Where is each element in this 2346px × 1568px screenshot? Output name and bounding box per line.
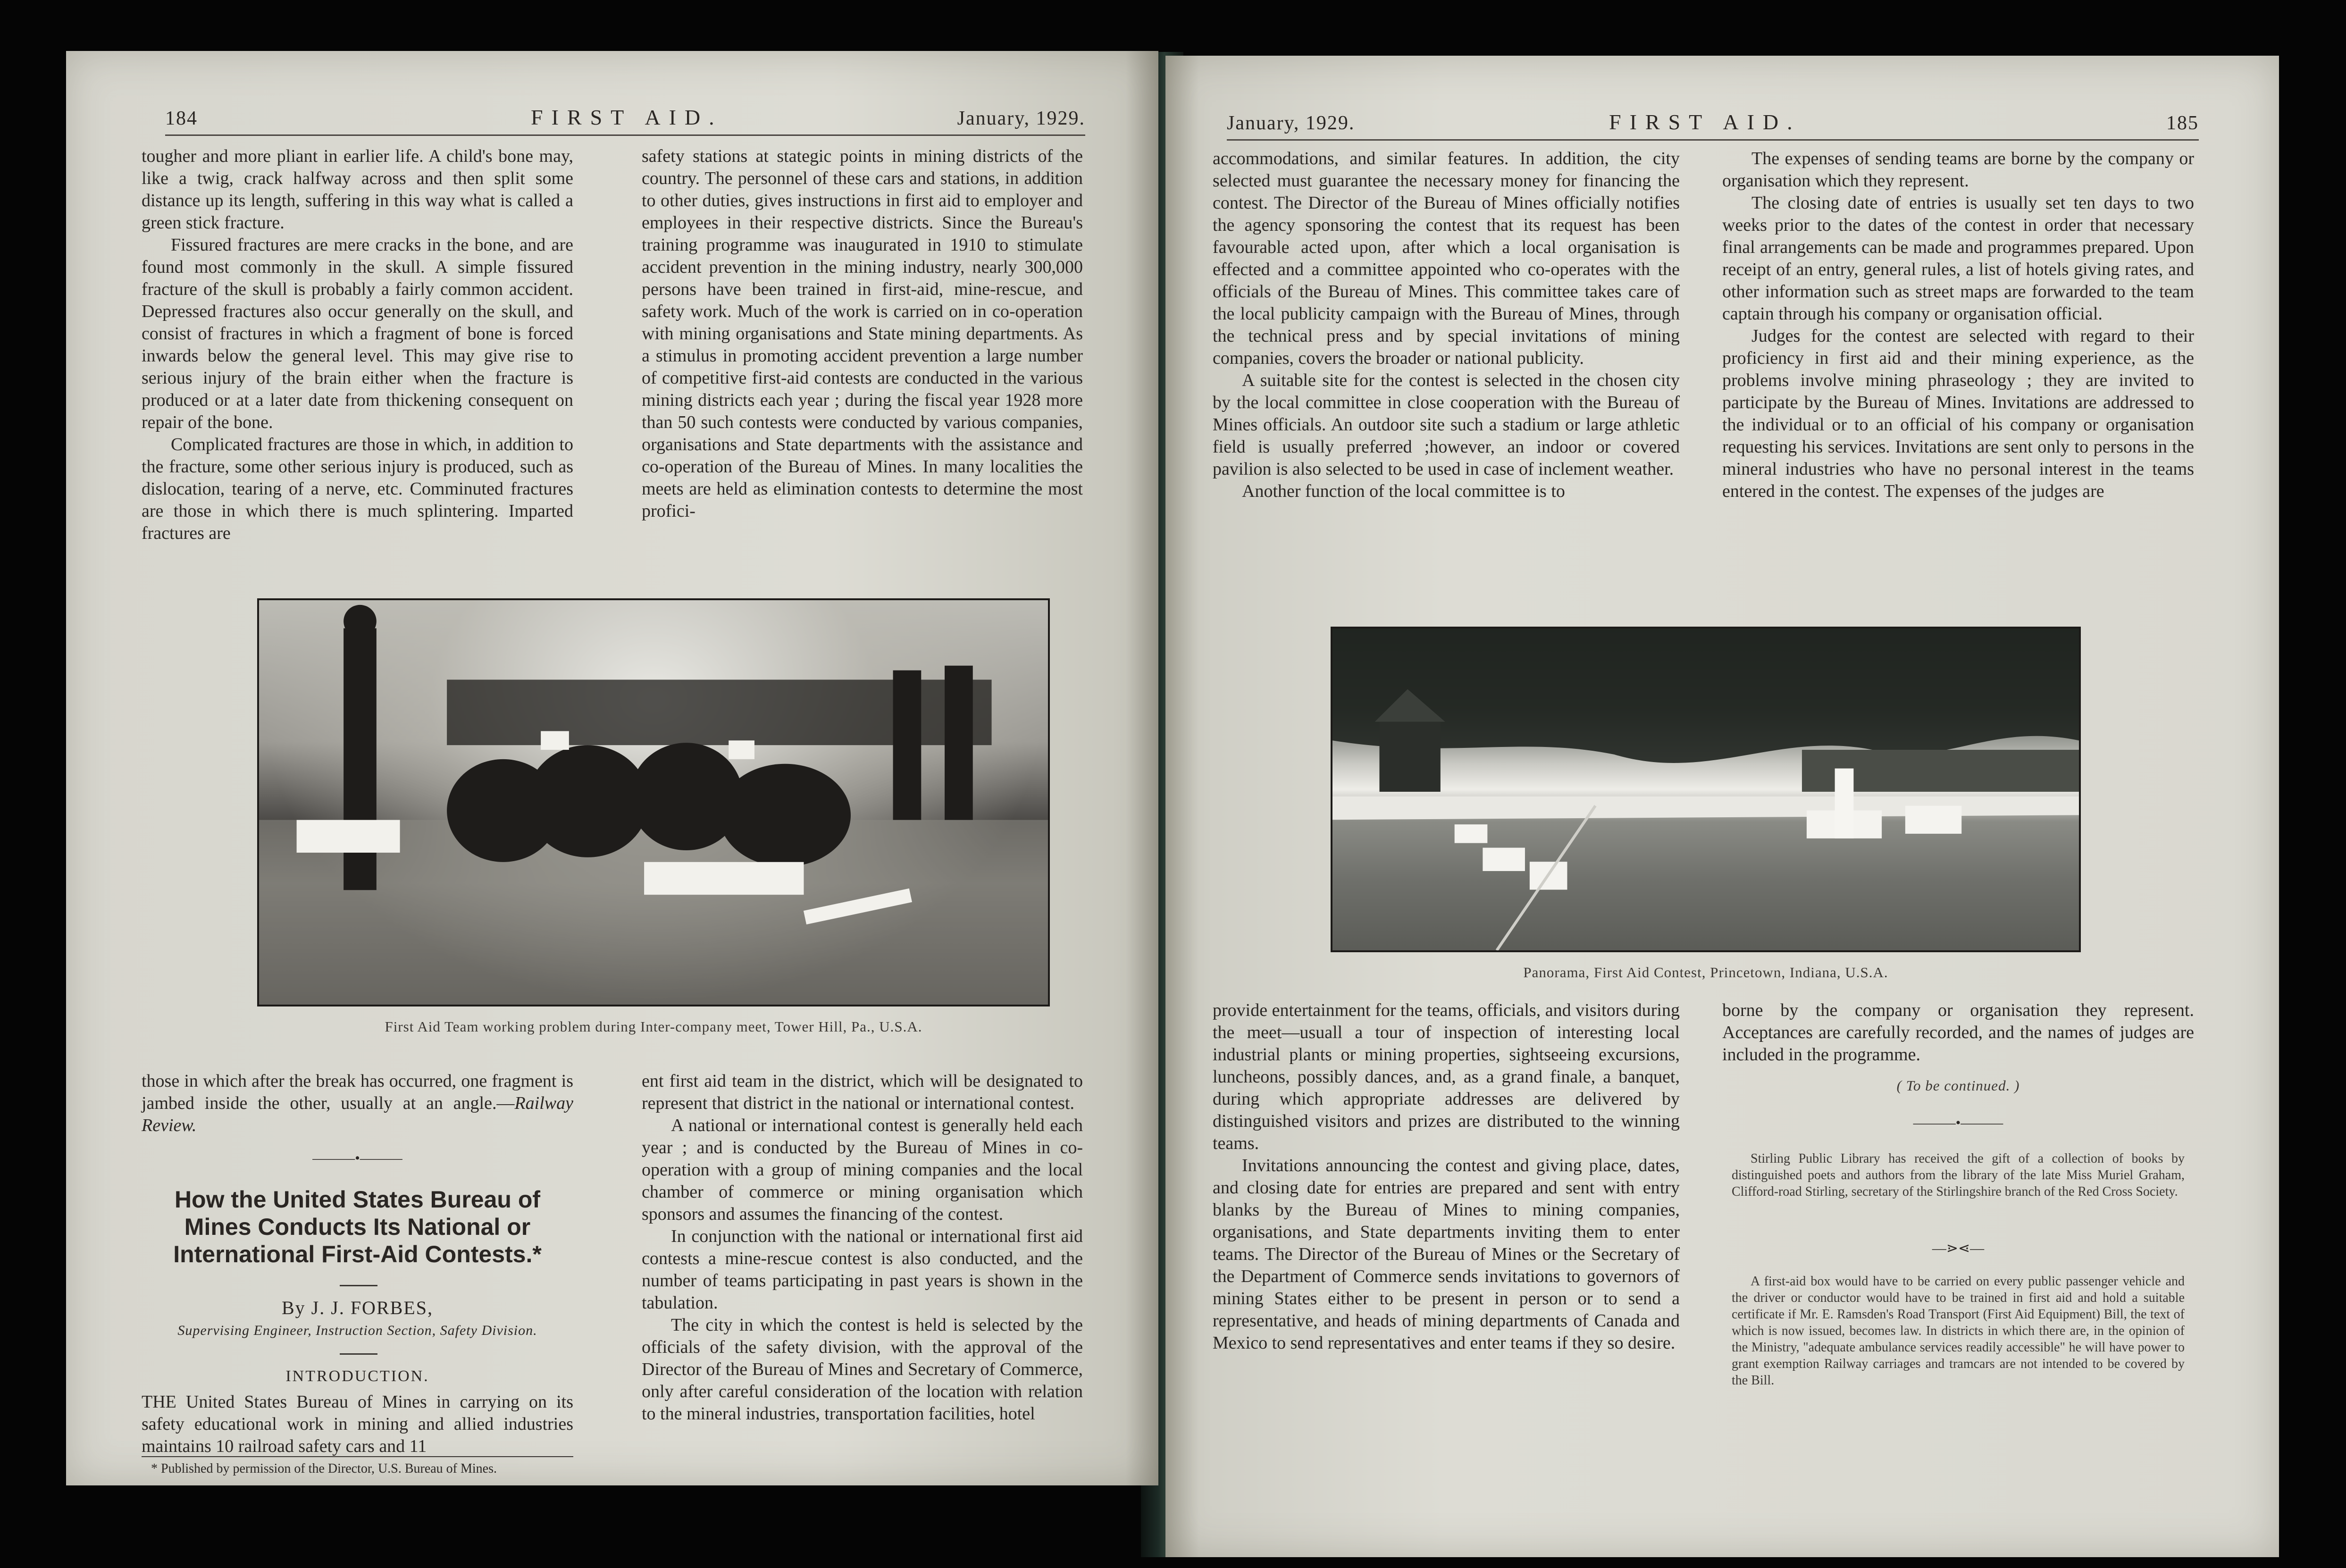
photo-figures xyxy=(259,600,1048,1005)
magazine-title: FIRST AID. xyxy=(1609,110,1801,134)
paragraph: In conjunction with the national or international first aid contests a mine-rescue contest is also conducted, and the number of teams participating in past years is shown in the tabulation. xyxy=(642,1226,1083,1313)
page-number: 185 xyxy=(2166,112,2199,134)
photo-first-aid-team xyxy=(257,598,1050,1006)
left-col1-top xyxy=(142,145,573,545)
paragraph: Another function of the local committee is to xyxy=(1242,481,1565,501)
issue-date: January, 1929. xyxy=(957,108,1085,129)
right-col1-bottom xyxy=(1213,999,1680,1354)
paragraph: Invitations announcing the contest and giving place, dates, and closing date for entries are prepared and sent with entry blanks by the Bureau of Mines to mining companies, organisations, and State departments inviting them to enter teams. The Director of the Bureau of Mines or the Secretary of the Department of Commerce sends invitations to governors of mining States either to be present in person or to send a representative, and heads of mining departments of Canada and Mexico to send representatives and enter teams if they so desire. xyxy=(1213,1156,1680,1353)
intro-paragraph xyxy=(142,1391,573,1458)
section-ornament: ———•——— xyxy=(1913,1115,2003,1131)
right-col1-top xyxy=(1213,148,1680,503)
issue-date: January, 1929. xyxy=(1227,112,1355,134)
byline-title: Supervising Engineer, Instruction Section, Safety Division. xyxy=(177,1323,537,1338)
left-col2-top xyxy=(642,145,1083,522)
paragraph xyxy=(142,1070,573,1137)
paragraph: Fissured fractures are mere cracks in the bone, and are found most commonly in the skull. A simple fissured fracture of the skull is probably a fairly common accident. Depressed fractures also occur generally on the skull, and consist of fractures in which a fragment of bone is forced inwards below the general level. This may give rise to serious injury of the brain either when the fracture is produced or at a later date from thickening consequent on repair of the bone. xyxy=(142,235,573,432)
right-page xyxy=(1165,56,2279,1557)
note-stirling-library xyxy=(1732,1150,2185,1200)
left-col1-bottom xyxy=(142,1070,573,1137)
paragraph: accommodations, and similar features. In addition, the city selected must guarantee the necessary money for financing the contest. The Director of the Bureau of Mines officially notifies the agency sponsoring the contest that its request has been favourable acted upon, after which a local organisation is effected and a committee appointed who co-operates with the officials of the Bureau of Mines. This committee takes care of the local publicity campaign with the Bureau of Mines, through the technical press and by special invitations of mining companies, covers the broader or national publicity. xyxy=(1213,149,1680,368)
photo-caption-right: Panorama, First Aid Contest, Princetown, Indiana, U.S.A. xyxy=(1523,964,1888,981)
paragraph: A suitable site for the contest is selected in the chosen city by the local committee in close cooperation with the Bureau of Mines officials. An outdoor site such a stadium or large athletic field is usually preferred ;however, an indoor or covered pavilion is also selected to be used in case of inclement weather. xyxy=(1213,370,1680,479)
right-col2-bottom xyxy=(1722,999,2194,1066)
paragraph: A first-aid box would have to be carried on every public passenger vehicle and the driver or conductor would have to be trained in first aid and hold a suitable certificate if Mr. E. Ramsden's Road Transport (First Aid Equipment) Bill, the text of which is now issued, becomes law. In districts in which there are, in the opinion of the Ministry, "adequate ambulance services readily accessible" he will have power to grant exemption Railway carriages and tramcars are not intended to be covered by the Bill. xyxy=(1732,1274,2185,1388)
paragraph: Judges for the contest are selected with regard to their proficiency in first aid and their mining experience, as the problems involve mining phraseology ; they are invited to participate by the Bureau of Mines. Invitations are addressed to the individual or to an official of his company or organisation requesting his services. Invitations are sent only to persons in the mineral industries who have no personal interest in the teams entered in the contest. The expenses of the judges are xyxy=(1722,326,2194,501)
paragraph-text: those in which after the break has occurred, one fragment is jambed inside the other, usually at an angle.— xyxy=(142,1071,573,1113)
photo-panorama-contest xyxy=(1331,627,2081,952)
right-page-header xyxy=(1227,108,2199,141)
article-headline: How the United States Bureau of Mines Conducts Its National or International First-Aid Contests.* xyxy=(173,1186,542,1267)
paragraph: The closing date of entries is usually set ten days to two weeks prior to the dates of the contest in order that necessary final arrangements can be made and programmes prepared. Upon receipt of an entry, general rules, a list of hotels giving rates, and other information such as street maps are forwarded to the team captain through his company or organisation official. xyxy=(1722,193,2194,324)
section-ornament: —⋗⋖— xyxy=(1932,1241,1985,1256)
paragraph: borne by the company or organisation they represent. Acceptances are carefully recorded, and the names of judges are included in the programme. xyxy=(1722,1000,2194,1065)
paragraph: The expenses of sending teams are borne by the company or organisation which they represent. xyxy=(1722,149,2194,191)
paragraph: The city in which the contest is held is selected by the officials of the safety division, with the approval of the Director of the Bureau of Mines and Secretary of Commerce, only after careful consideration of the location with relation to the mineral industries, transportation facilities, hotel xyxy=(642,1315,1083,1424)
footnote-rule xyxy=(142,1456,573,1457)
photo-caption-left: First Aid Team working problem during Inter-company meet, Tower Hill, Pa., U.S.A. xyxy=(385,1018,922,1035)
paragraph: THE United States Bureau of Mines in carrying on its safety educational work in mining and allied industries maintains 10 railroad safety cars and 11 xyxy=(142,1392,573,1456)
paragraph: provide entertainment for the teams, officials, and visitors during the meet—usuall a tour of inspection of interesting local industrial plants or mining properties, sightseeing excursions, luncheons, possibly dances, and, as a grand finale, a banquet, during which appropriate addresses are delivered by distinguished visitors and prizes are distributed to the winning teams. xyxy=(1213,1000,1680,1153)
section-ornament: ———•——— xyxy=(312,1150,402,1166)
headline-rule xyxy=(340,1285,377,1286)
photo-scene xyxy=(1332,629,2079,950)
subheading-introduction: INTRODUCTION. xyxy=(285,1367,429,1385)
to-be-continued: ( To be continued. ) xyxy=(1896,1077,2020,1094)
paragraph: safety stations at stategic points in mining districts of the country. The personnel of these cars and stations, in addition to other duties, gives instructions in first aid to employer and employees in their respective districts. Since the Bureau's training programme was inaugurated in 1910 to stimulate accident prevention in the mining industry, nearly 300,000 persons have been trained in first-aid, mine-rescue, and safety work. Much of the work is carried on in co-operation with mining organisations and State mining departments. As a stimulus in promoting accident prevention a large number of competitive first-aid contests are conducted in the various mining districts each year ; during the fiscal year 1928 more than 50 such contests were conducted by various companies, organisations and State departments with the assistance and co-operation of the Bureau of Mines. In many localities the meets are held as elimination contests to determine the most profici- xyxy=(642,146,1083,521)
paragraph: ent first aid team in the district, which will be designated to represent that district in the national or international contest. xyxy=(642,1071,1083,1113)
byline: By J. J. FORBES, xyxy=(282,1297,433,1318)
byline-rule xyxy=(340,1353,377,1355)
left-page-header xyxy=(165,103,1085,136)
page-number: 184 xyxy=(165,108,198,129)
left-page xyxy=(66,51,1158,1485)
left-col2-bottom xyxy=(642,1070,1083,1425)
right-col2-top xyxy=(1722,148,2194,503)
footnote: * Published by permission of the Director, U.S. Bureau of Mines. xyxy=(151,1461,497,1476)
source-citation: Railway Review. xyxy=(142,1093,573,1135)
paragraph: A national or international contest is generally held each year ; and is conducted by the Bureau of Mines in co-operation with a group of mining companies and the local chamber of commerce or mining organisation which sponsors and assumes the financing of the contest. xyxy=(642,1115,1083,1224)
note-first-aid-box xyxy=(1732,1273,2185,1389)
paragraph: Complicated fractures are those in which, in addition to the fracture, some other serious injury is produced, such as dislocation, tearing of a nerve, etc. Comminuted fractures are those in which there is much splintering. Imparted fractures are xyxy=(142,435,573,543)
paragraph: tougher and more pliant in earlier life. A child's bone may, like a twig, crack halfway across and then split some distance up its length, suffering in this way what is called a green stick fracture. xyxy=(142,146,573,233)
magazine-title: FIRST AID. xyxy=(531,105,723,129)
paragraph: Stirling Public Library has received the gift of a collection of books by distinguished poets and authors from the library of the late Miss Muriel Graham, Clifford-road Stirling, secretary of the Stirlingshire branch of the Red Cross Society. xyxy=(1732,1151,2185,1199)
